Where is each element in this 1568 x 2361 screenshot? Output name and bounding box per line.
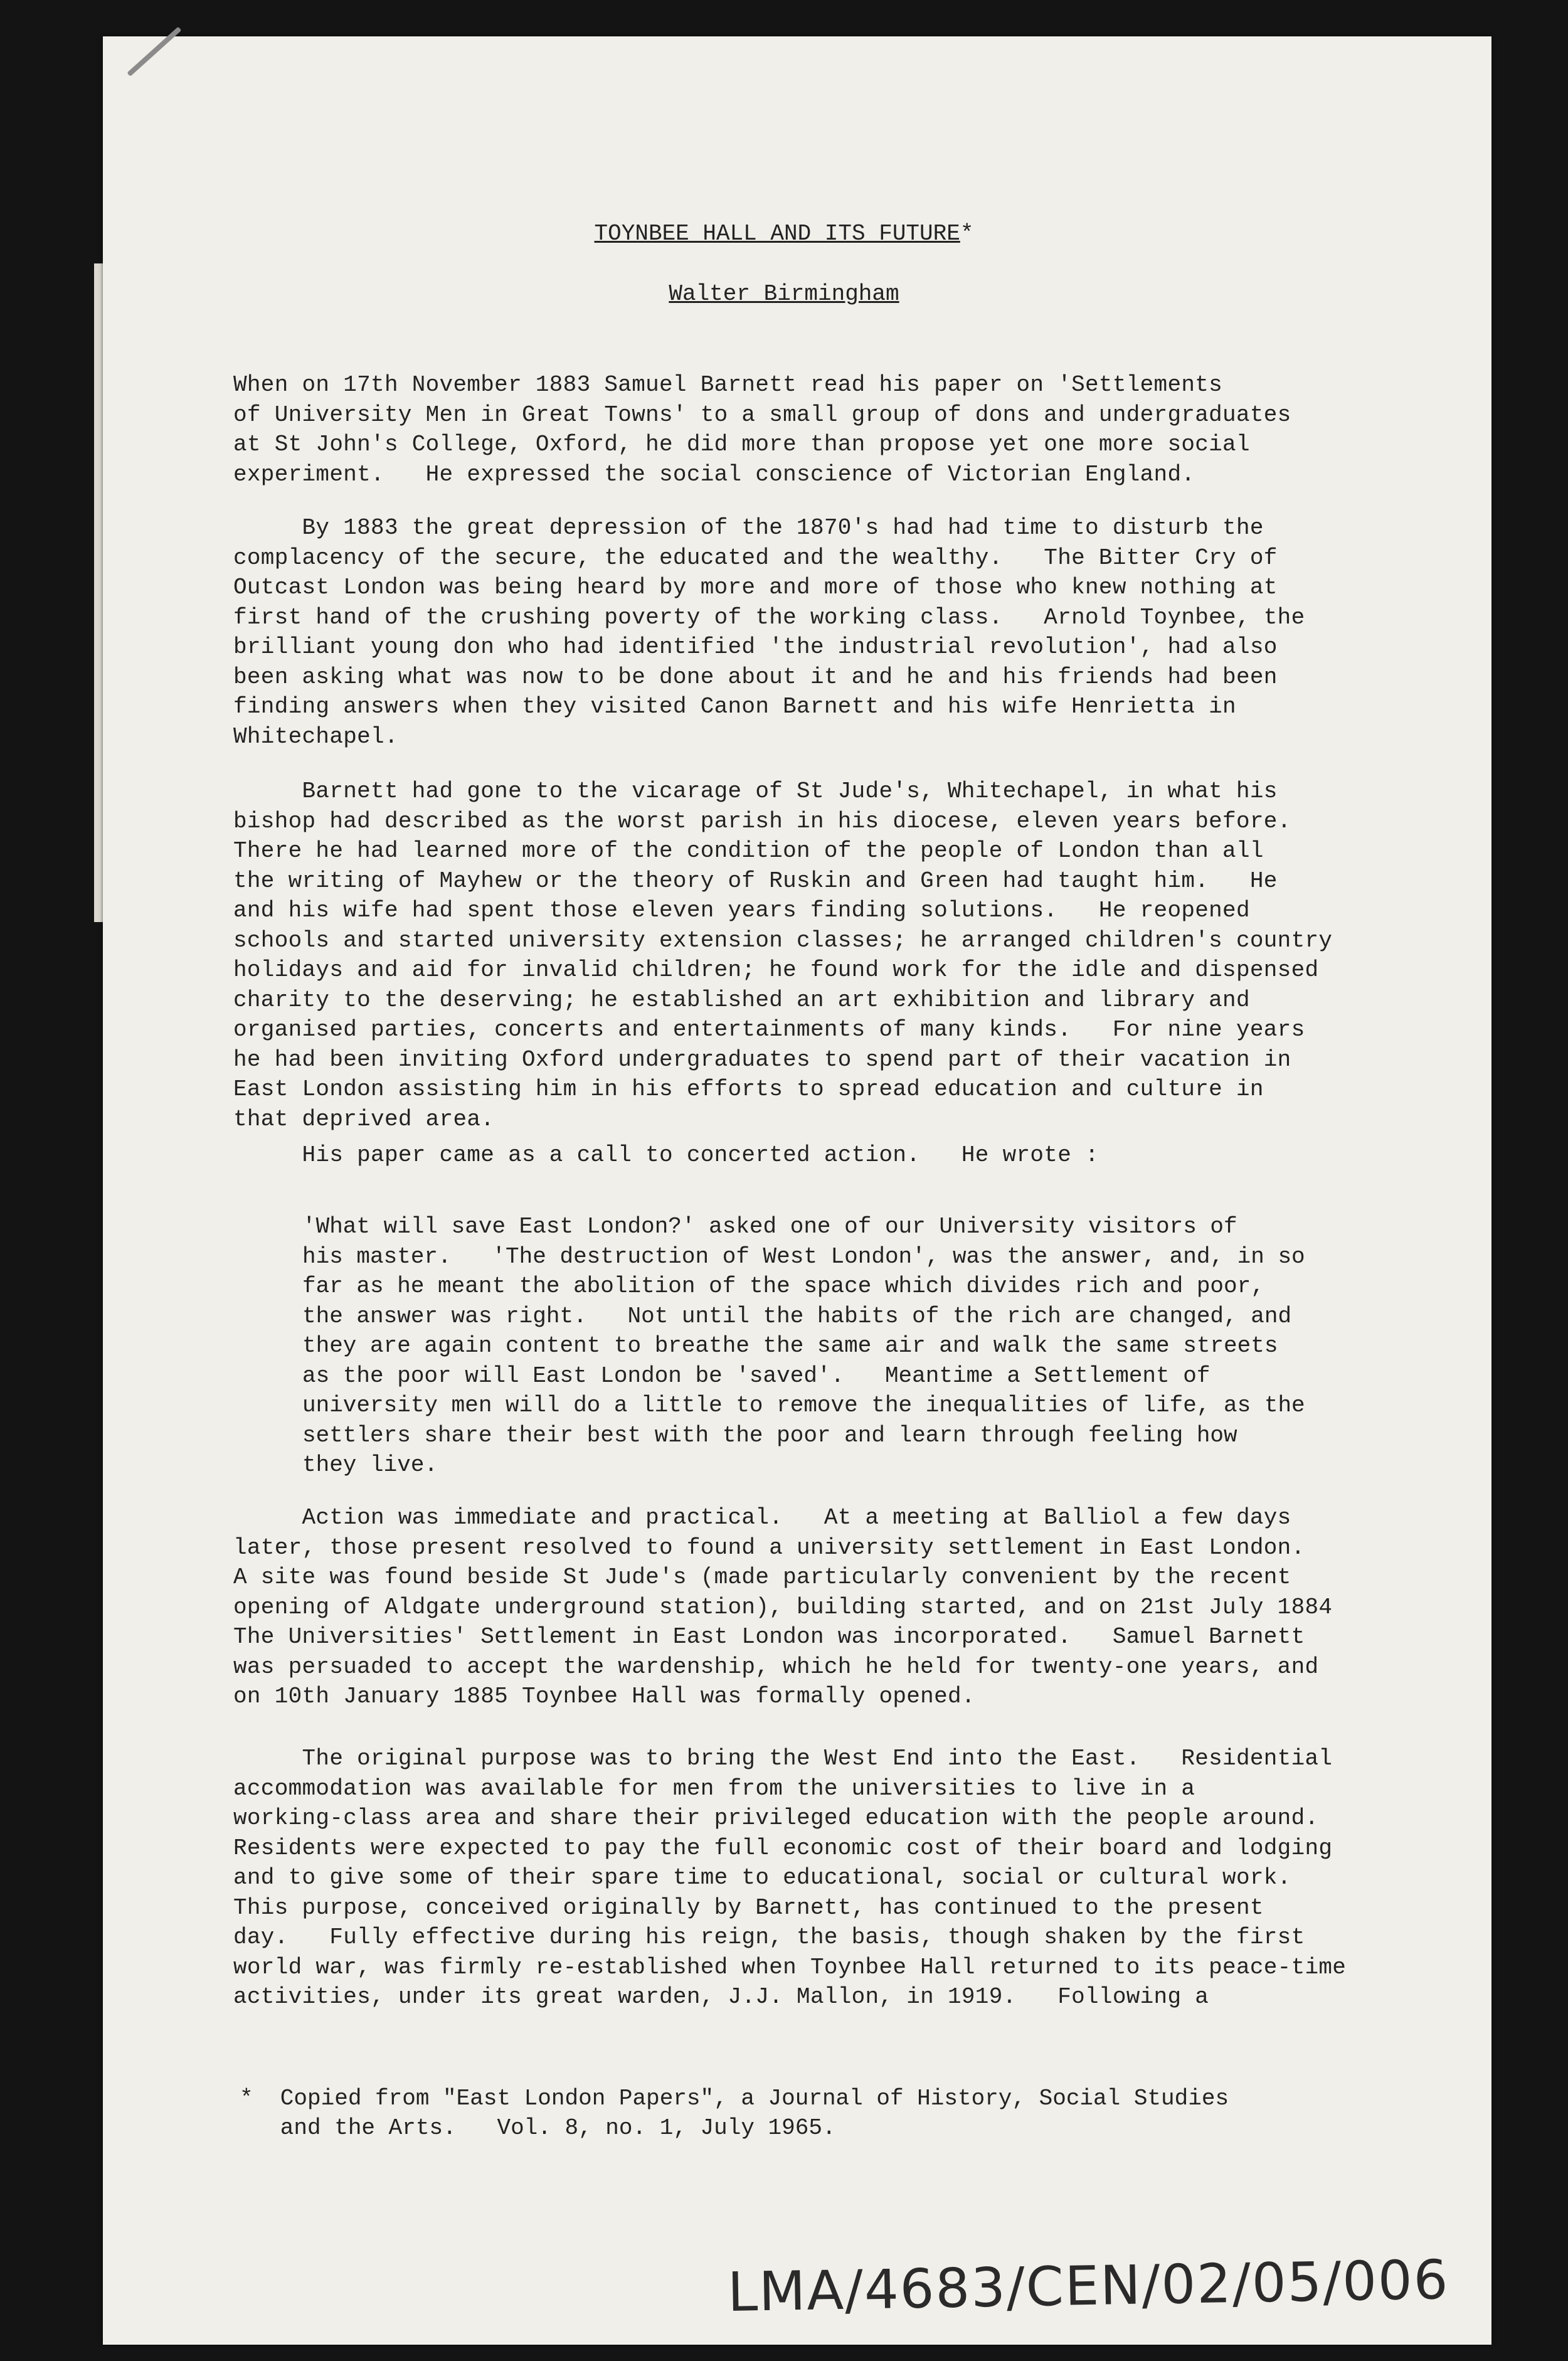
title-text: TOYNBEE HALL AND ITS FUTURE: [594, 221, 960, 247]
archive-reference-handwritten: LMA/4683/CEN/02/05/006: [727, 2248, 1450, 2325]
paragraph-4: His paper came as a call to concerted action. He wrote :: [233, 1142, 1099, 1168]
block-quote: 'What will save East London?' asked one of our University visitors of his master. 'The destruction of West London', was the answer, and, in so far as he meant the abolition of the space which divides rich and poor, the answer was right. Not until the habits of the rich are changed, and they are again content to breathe the same air and walk the same streets as the poor will East London be 'saved'. Meantime a Settlement of university men will do a little to remove the inequalities of life, as the settlers share their best with the poor and learn through feeling how they live.: [302, 1214, 1305, 1478]
paragraph-1: When on 17th November 1883 Samuel Barnett read his paper on 'Settlements of University Men in Great Towns' to a small group of dons and undergraduates at St John's College, Oxford, he did more than propose yet one more social experiment. He expressed the social conscience of Victorian England.: [233, 372, 1291, 487]
document-title: [0, 221, 1568, 247]
paragraph-5: Action was immediate and practical. At a meeting at Balliol a few days later, those present resolved to found a university settlement in East London. A site was found beside St Jude's (made particularly convenient by the recent opening of Aldgate underground station), building started, and on 21st July 1884 The Universities' Settlement in East London was incorporated. Samuel Barnett was persuaded to accept the wardenship, which he held for twenty-one years, and on 10th January 1885 Toynbee Hall was formally opened.: [233, 1505, 1333, 1709]
paragraph-2: By 1883 the great depression of the 1870's had had time to disturb the complacency of the secure, the educated and the wealthy. The Bitter Cry of Outcast London was being heard by more and more of those who knew nothing at first hand of the crushing poverty of the working class. Arnold Toynbee, the brilliant young don who had identified 'the industrial revolution', had also been asking what was now to be done about it and he and his friends had been finding answers when they visited Canon Barnett and his wife Henrietta in Whitechapel.: [233, 515, 1305, 750]
author-name: Walter Birmingham: [669, 281, 899, 307]
paragraph-3: Barnett had gone to the vicarage of St Jude's, Whitechapel, in what his bishop had described as the worst parish in his diocese, eleven years before. There he had learned more of the condition of the people of London than all the writing of Mayhew or the theory of Ruskin and Green had taught him. He and his wife had spent those eleven years finding solutions. He reopened schools and started university extension classes; he arranged children's country holidays and aid for invalid children; he found work for the idle and dispensed charity to the deserving; he established an art exhibition and library and organised parties, concerts and entertainments of many kinds. For nine years he had been inviting Oxford undergraduates to spend part of their vacation in East London assisting him in his efforts to spread education and culture in that deprived area.: [233, 778, 1333, 1132]
footnote: * Copied from "East London Papers", a Journal of History, Social Studies and the Arts. Vol. 8, no. 1, July 1965.: [240, 2086, 1229, 2141]
title-footnote-mark: *: [960, 221, 974, 247]
paragraph-6: The original purpose was to bring the West End into the East. Residential accommodation was available for men from the universities to live in a working-class area and share their privileged education with the people around. Residents were expected to pay the full economic cost of their board and lodging and to give some of their spare time to educational, social or cultural work. This purpose, conceived originally by Barnett, has continued to the present day. Fully effective during his reign, the basis, though shaken by the first world war, was firmly re-established when Toynbee Hall returned to its peace-time activities, under its great warden, J.J. Mallon, in 1919. Following a: [233, 1746, 1347, 2010]
